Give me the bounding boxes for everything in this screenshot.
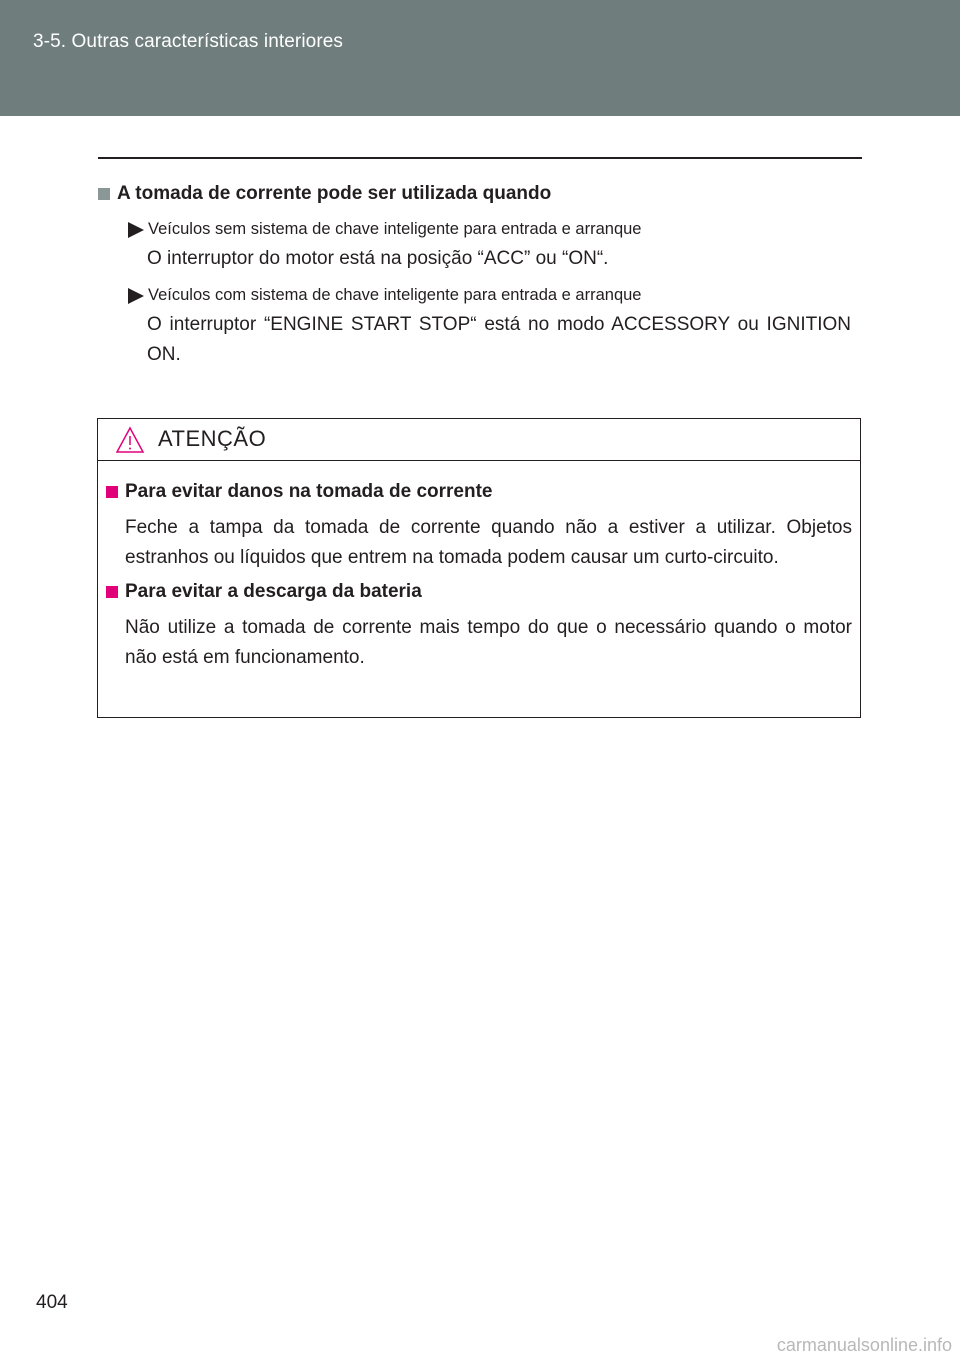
page-number: 404 — [36, 1292, 68, 1313]
section-title: 3-5. Outras características interiores — [33, 31, 344, 52]
condition-label — [127, 220, 862, 239]
square-bullet-icon — [106, 486, 118, 498]
info-heading — [98, 183, 862, 205]
arrow-right-icon — [127, 287, 145, 305]
condition-label-text: Veículos com sistema de chave inteligente para entrada e arranque — [148, 286, 642, 304]
warning-content — [98, 461, 860, 673]
condition-1 — [127, 220, 862, 274]
warning-header — [98, 419, 860, 461]
watermark: carmanualsonline.info — [776, 1335, 952, 1355]
arrow-right-icon — [127, 221, 145, 239]
warning-triangle-icon — [115, 426, 145, 454]
warning-item-heading-text: Para evitar danos na tomada de corrente — [125, 481, 493, 502]
condition-label — [127, 286, 862, 305]
condition-2 — [127, 286, 862, 370]
divider — [98, 157, 862, 159]
warning-item-heading — [106, 581, 852, 603]
warning-box — [97, 418, 861, 718]
info-section — [98, 183, 862, 370]
info-heading-text: A tomada de corrente pode ser utilizada quando — [117, 183, 552, 204]
warning-item-heading-text: Para evitar a descarga da bateria — [125, 581, 422, 602]
page-header — [0, 0, 960, 116]
condition-text: O interruptor “ENGINE START STOP“ está no modo ACCESSORY ou IGNITION ON. — [147, 314, 851, 365]
warning-item-text: Feche a tampa da tomada de corrente quando não a estiver a utilizar. Objetos estranhos ou líquidos que entrem na tomada podem causar um curto-circuito. — [125, 517, 852, 568]
warning-item-text: Não utilize a tomada de corrente mais tempo do que o necessário quando o motor não está em funcionamento. — [125, 617, 852, 668]
warning-title: ATENÇÃO — [158, 426, 267, 451]
condition-label-text: Veículos sem sistema de chave inteligente para entrada e arranque — [148, 220, 642, 238]
square-bullet-icon — [106, 586, 118, 598]
square-bullet-icon — [98, 188, 110, 200]
warning-item-heading — [106, 481, 852, 503]
condition-text: O interruptor do motor está na posição “ACC” ou “ON“. — [147, 248, 609, 269]
